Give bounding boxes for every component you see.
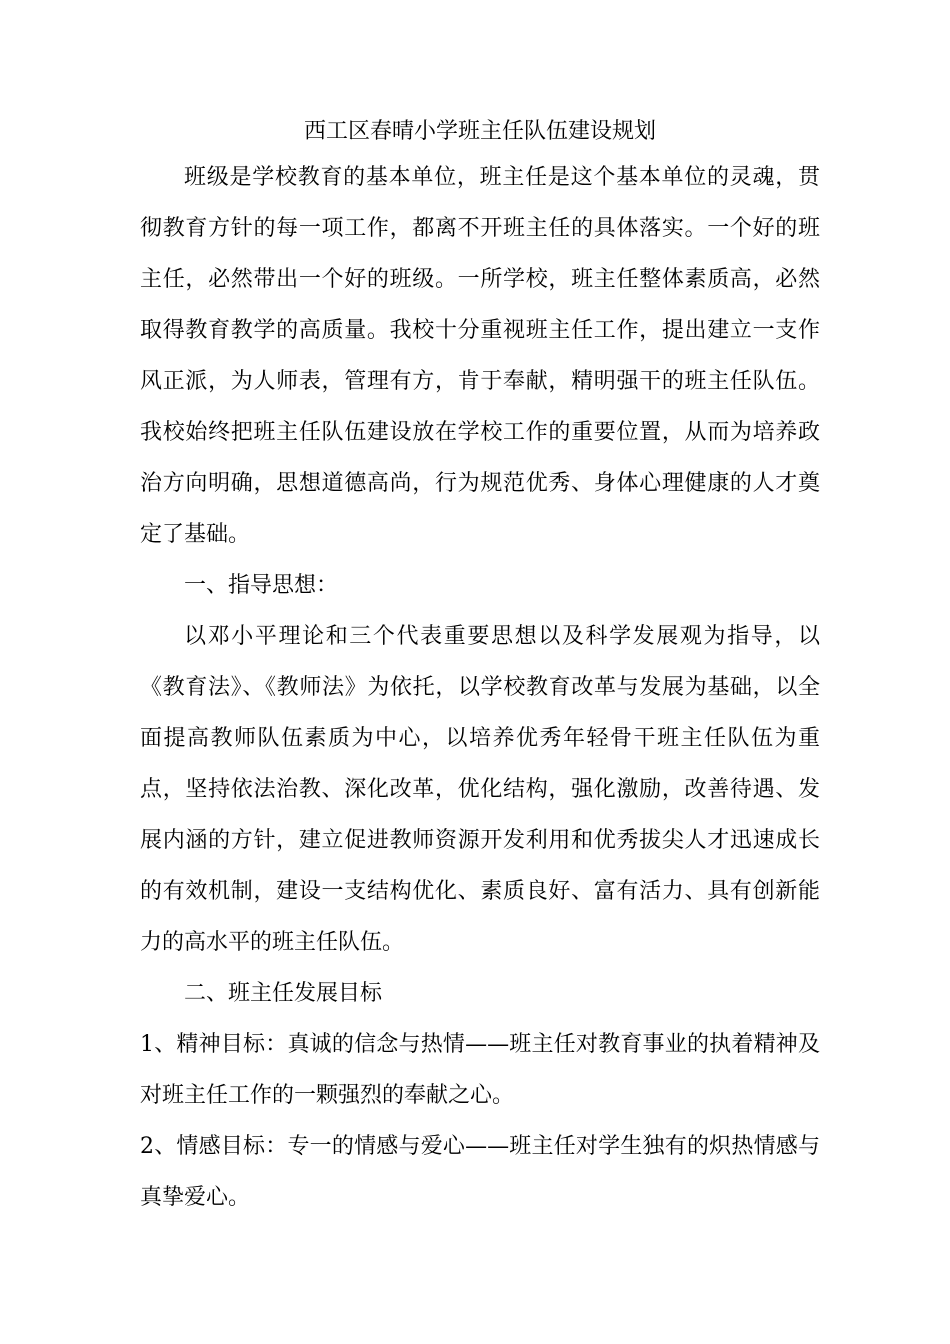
section-heading-development-goals: 二、班主任发展目标 bbox=[184, 981, 383, 1006]
goal-item-spirit: 1、精神目标：真诚的信念与热情——班主任对教育事业的执着精神及对班主任工作的一颗强烈的奉献之心。 bbox=[140, 1032, 820, 1108]
guiding-ideology-paragraph: 以邓小平理论和三个代表重要思想以及科学发展观为指导，以《教育法》、《教师法》为依托，以学校教育改革与发展为基础，以全面提高教师队伍素质为中心，以培养优秀年轻骨干班主任队伍为重点，坚持依法治教、深化改革，优化结构，强化激励，改善待遇、发展内涵的方针，建立促进教师资源开发利用和优秀拔尖人才迅速成长的有效机制，建设一支结构优化、素质良好、富有活力、具有创新能力的高水平的班主任队伍。 bbox=[140, 624, 820, 955]
document-title: 西工区春晴小学班主任队伍建设规划 bbox=[303, 119, 656, 144]
goal-item-emotion: 2、情感目标：专一的情感与爱心——班主任对学生独有的炽热情感与真挚爱心。 bbox=[140, 1134, 820, 1210]
intro-paragraph: 班级是学校教育的基本单位，班主任是这个基本单位的灵魂，贯彻教育方针的每一项工作，都离不开班主任的具体落实。一个好的班主任，必然带出一个好的班级。一所学校，班主任整体素质高，必然取得教育教学的高质量。我校十分重视班主任工作，提出建立一支作风正派，为人师表，管理有方，肯于奉献，精明强干的班主任队伍。我校始终把班主任队伍建设放在学校工作的重要位置，从而为培养政治方向明确，思想道德高尚，行为规范优秀、身体心理健康的人才奠定了基础。 bbox=[140, 165, 820, 547]
document-body bbox=[140, 152, 820, 1223]
section-heading-guiding-ideology: 一、指导思想： bbox=[184, 573, 339, 598]
